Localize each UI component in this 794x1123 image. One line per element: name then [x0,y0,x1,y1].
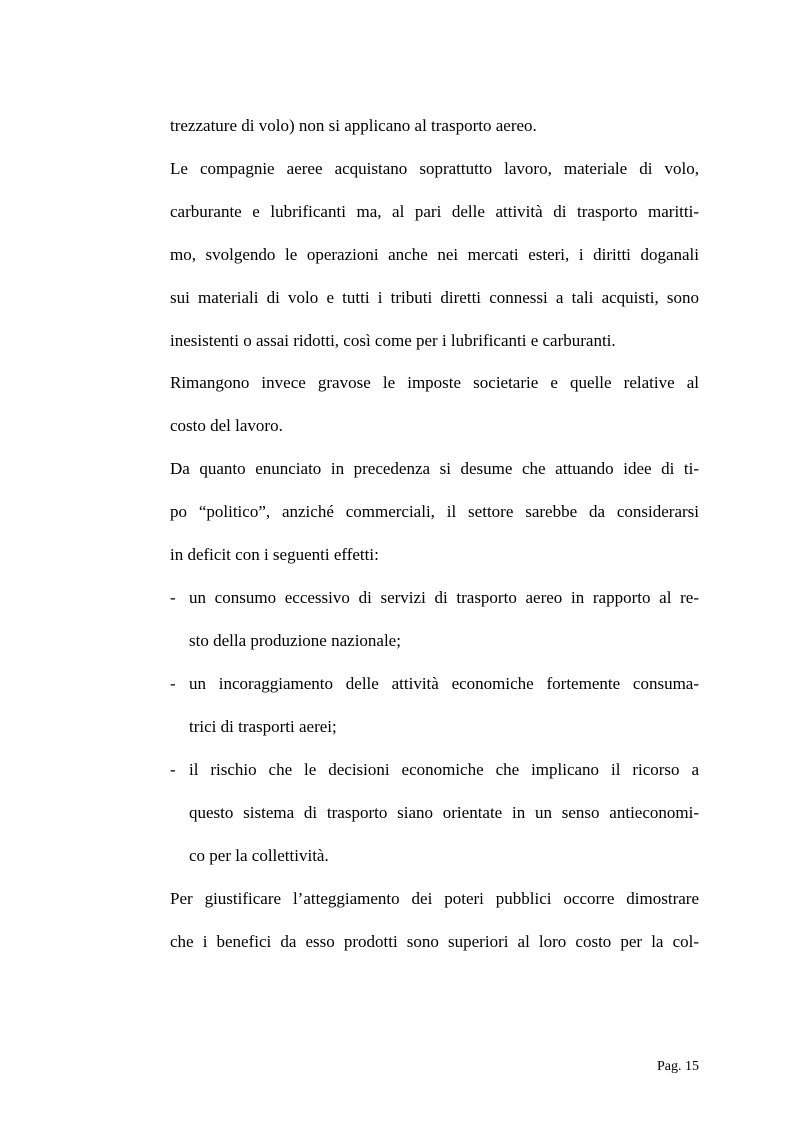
paragraph-line: Per giustificare l’atteggiamento dei poteri pubblici occorre dimostrare [170,889,699,908]
list-item-line: un incoraggiamento delle attività economiche fortemente consuma- [189,674,699,693]
paragraph-line: in deficit con i seguenti effetti: [170,545,379,564]
page-number: Pag. 15 [657,1059,699,1074]
list-bullet: - [170,760,176,779]
list-item-line: trici di trasporti aerei; [189,717,337,736]
paragraph-line: Rimangono invece gravose le imposte societarie e quelle relative al [170,373,699,392]
list-item-line: sto della produzione nazionale; [189,631,401,650]
list-item-line: co per la collettività. [189,846,329,865]
list-item-line: un consumo eccessivo di servizi di trasporto aereo in rapporto al re- [189,588,699,607]
list-bullet: - [170,674,176,693]
paragraph-line: sui materiali di volo e tutti i tributi diretti connessi a tali acquisti, sono [170,288,699,307]
list-bullet: - [170,588,176,607]
paragraph-line: che i benefici da esso prodotti sono superiori al loro costo per la col- [170,932,699,951]
list-item-line: il rischio che le decisioni economiche che implicano il ricorso a [189,760,699,779]
paragraph-line: inesistenti o assai ridotti, così come per i lubrificanti e carburanti. [170,331,616,350]
paragraph-line: trezzature di volo) non si applicano al trasporto aereo. [170,116,537,135]
paragraph-line: Da quanto enunciato in precedenza si desume che attuando idee di ti- [170,459,699,478]
paragraph-line: carburante e lubrificanti ma, al pari delle attività di trasporto maritti- [170,202,699,221]
paragraph-line: po “politico”, anziché commerciali, il settore sarebbe da considerarsi [170,502,699,521]
paragraph-line: Le compagnie aeree acquistano soprattutto lavoro, materiale di volo, [170,159,699,178]
list-item-line: questo sistema di trasporto siano orientate in un senso antieconomi- [189,803,699,822]
paragraph-line: costo del lavoro. [170,416,283,435]
paragraph-line: mo, svolgendo le operazioni anche nei mercati esteri, i diritti doganali [170,245,699,264]
